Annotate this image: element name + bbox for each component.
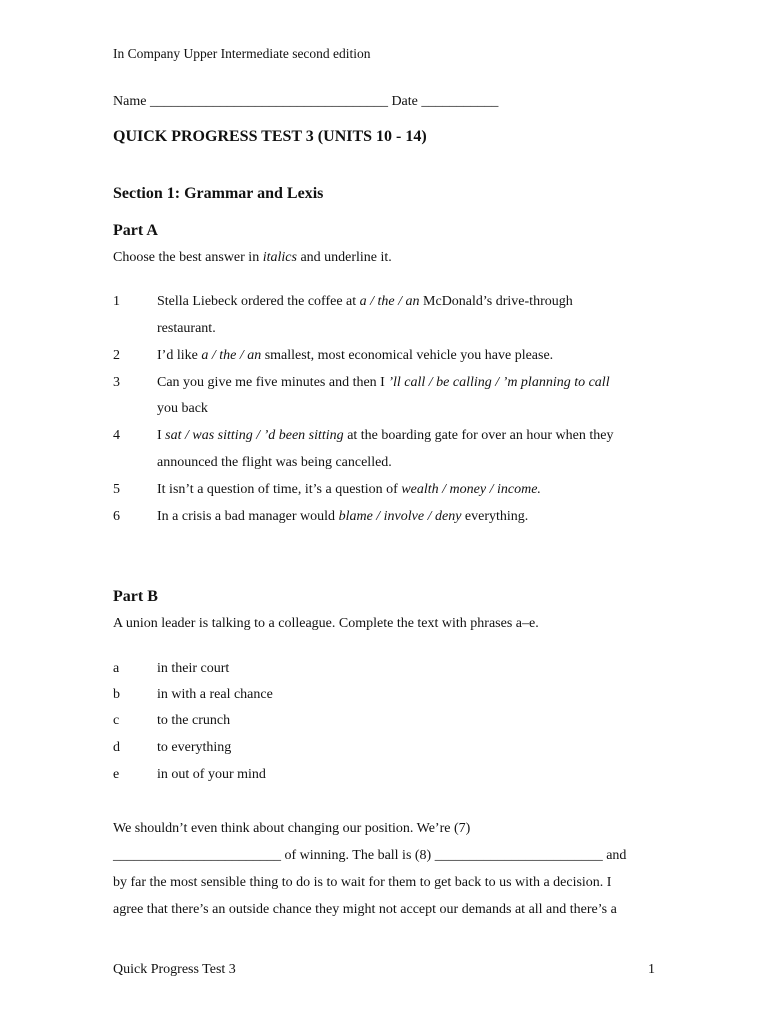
text-segment: Choose the best answer in [113,250,263,265]
phrase-letter: d [113,740,120,755]
text-segment: at the boarding gate for over an hour when they [343,428,614,443]
question-number: 4 [113,428,120,443]
italic-options: ’ll call / be calling / ’m planning to call [388,375,610,390]
name-label: Name [113,94,147,109]
footer-title: Quick Progress Test 3 [113,962,236,977]
text-segment: In a crisis a bad manager would [157,509,339,524]
paragraph-line: ________________________ of winning. The ball is (8) ________________________ and [113,848,627,863]
phrase-letter: a [113,661,120,676]
italic-options: italics [262,250,297,265]
text-segment: everything. [461,509,529,524]
question-text-line [157,428,613,444]
text-segment: Can you give me five minutes and then I [157,375,389,390]
footer-page-number: 1 [648,962,655,977]
italic-options: blame / involve / deny [338,509,462,524]
italic-options: sat / was sitting / ’d been sitting [165,428,344,443]
partB-title: Part B [113,588,158,605]
question-text-line [157,321,216,337]
header-title: In Company Upper Intermediate second edition [113,46,371,61]
phrase-text: in their court [157,661,230,676]
date-blank: ___________ [421,94,499,109]
question-text-line [157,348,553,364]
italic-options: wealth / money / income. [401,482,541,497]
text-segment: I’d like [157,348,202,363]
question-number: 1 [113,294,120,309]
question-text-line [157,482,541,498]
question-text-line [157,509,528,525]
date-label: Date [391,94,418,109]
name-date-line [113,94,498,110]
text-segment: smallest, most economical vehicle you have please. [261,348,554,363]
question-text-line [157,294,573,310]
italic-options: a / the / an [359,294,420,309]
phrase-text: in out of your mind [157,767,266,782]
question-number: 3 [113,375,120,390]
paragraph-line: agree that there’s an outside chance they might not accept our demands at all and there’s a [113,902,617,917]
question-text-line [157,455,392,471]
text-segment: I [157,428,166,443]
paragraph-line: We shouldn’t even think about changing our position. We’re (7) [113,821,471,836]
question-text-line [157,375,610,391]
paragraph-line: by far the most sensible thing to do is to wait for them to get back to us with a decision. I [113,875,612,890]
question-number: 6 [113,509,120,524]
text-segment: and underline it. [296,250,392,265]
name-blank: __________________________________ [149,94,388,109]
italic-options: a / the / an [201,348,262,363]
phrase-text: to everything [157,740,232,755]
partA-title: Part A [113,222,158,239]
phrase-letter: b [113,687,120,702]
phrase-letter: e [113,767,120,782]
text-segment: you back [157,401,208,416]
text-segment: restaurant. [157,321,216,336]
partB-instruction: A union leader is talking to a colleague. Complete the text with phrases a–e. [113,616,539,631]
section1-title: Section 1: Grammar and Lexis [113,185,324,202]
phrase-text: in with a real chance [157,687,273,702]
text-segment: McDonald’s drive-through [419,294,573,309]
question-text-line [157,401,208,417]
question-number: 5 [113,482,120,497]
question-number: 2 [113,348,120,363]
text-segment: Stella Liebeck ordered the coffee at [157,294,360,309]
phrase-letter: c [113,713,120,728]
text-segment: announced the flight was being cancelled. [157,455,392,470]
test-title: QUICK PROGRESS TEST 3 (UNITS 10 - 14) [113,128,427,145]
phrase-text: to the crunch [157,713,231,728]
text-segment: It isn’t a question of time, it’s a question of [157,482,402,497]
partA-instruction [113,250,392,266]
